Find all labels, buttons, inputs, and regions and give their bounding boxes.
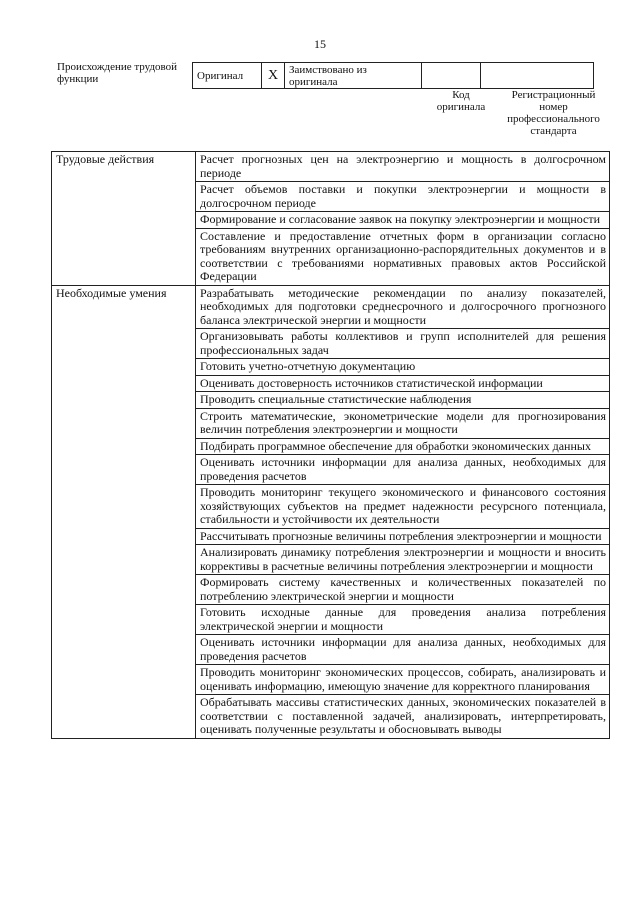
section-item: Проводить специальные статистические наблюдения	[196, 392, 610, 409]
origin-label: Происхождение трудовой функции	[57, 61, 178, 85]
table-row	[52, 285, 610, 329]
section-item: Проводить мониторинг экономических процессов, собирать, анализировать и оценивать информацию, имеющую значение для корректного планирования	[196, 665, 610, 695]
section-title: Трудовые действия	[52, 152, 196, 286]
section-item: Рассчитывать прогнозные величины потребления электроэнергии и мощности	[196, 528, 610, 545]
section-item: Оценивать достоверность источников статистической информации	[196, 375, 610, 392]
section-item: Оценивать источники информации для анализа данных, необходимых для проведения расчетов	[196, 635, 610, 665]
original-label: Оригинал	[193, 63, 262, 89]
section-item: Формировать систему качественных и количественных показателей по потреблению электрической энергии и мощности	[196, 575, 610, 605]
section-item: Анализировать динамику потребления электроэнергии и мощности и вносить коррективы в расчетные величины потребления электроэнергии и мощности	[196, 545, 610, 575]
section-item: Подбирать программное обеспечение для обработки экономических данных	[196, 438, 610, 455]
section-item: Обрабатывать массивы статистических данных, экономических показателей в соответствии с поставленной задачей, анализировать, интерпретировать, оценивать полученные результаты и обосновывать выводы	[196, 695, 610, 739]
section-item: Расчет прогнозных цен на электроэнергию и мощность в долгосрочном периоде	[196, 152, 610, 182]
section-title: Необходимые умения	[52, 285, 196, 738]
section-item: Готовить учетно-отчетную документацию	[196, 359, 610, 376]
section-item: Готовить исходные данные для проведения анализа потребления электрической энергии и мощности	[196, 605, 610, 635]
original-mark: X	[262, 63, 285, 89]
table-row	[52, 152, 610, 182]
borrowed-label: Заимствовано из оригинала	[285, 63, 422, 89]
section-item: Расчет объемов поставки и покупки электроэнергии и мощности в долгосрочном периоде	[196, 182, 610, 212]
section-item: Организовывать работы коллективов и групп исполнителей для решения профессиональных задач	[196, 329, 610, 359]
origin-table	[192, 62, 594, 89]
section-item: Проводить мониторинг текущего экономического и финансового состояния хозяйствующих субъектов на предмет надежности ресурсного потенциала, стабильности и устойчивости их деятельности	[196, 485, 610, 529]
section-item: Разрабатывать методические рекомендации по анализу показателей, необходимых для подготовки среднесрочного и долгосрочного прогнозного баланса электрической энергии и мощности	[196, 285, 610, 329]
page-number: 15	[314, 37, 326, 51]
section-item: Строить математические, эконометрические модели для прогнозирования величин потребления электроэнергии и мощности	[196, 408, 610, 438]
section-item: Оценивать источники информации для анализа данных, необходимых для проведения расчетов	[196, 455, 610, 485]
code-caption: Код оригинала	[436, 89, 486, 113]
section-item: Составление и предоставление отчетных форм в организации согласно требованиям внутренних организационно-распорядительных документов и в соответствии с требованиями нормативных правовых актов Российской Федерации	[196, 228, 610, 285]
reg-number-cell	[481, 63, 594, 89]
code-cell	[422, 63, 481, 89]
section-item: Формирование и согласование заявок на покупку электроэнергии и мощности	[196, 212, 610, 229]
reg-caption: Регистрационный номер профессионального стандарта	[507, 89, 600, 137]
labor-function-table	[51, 151, 610, 739]
